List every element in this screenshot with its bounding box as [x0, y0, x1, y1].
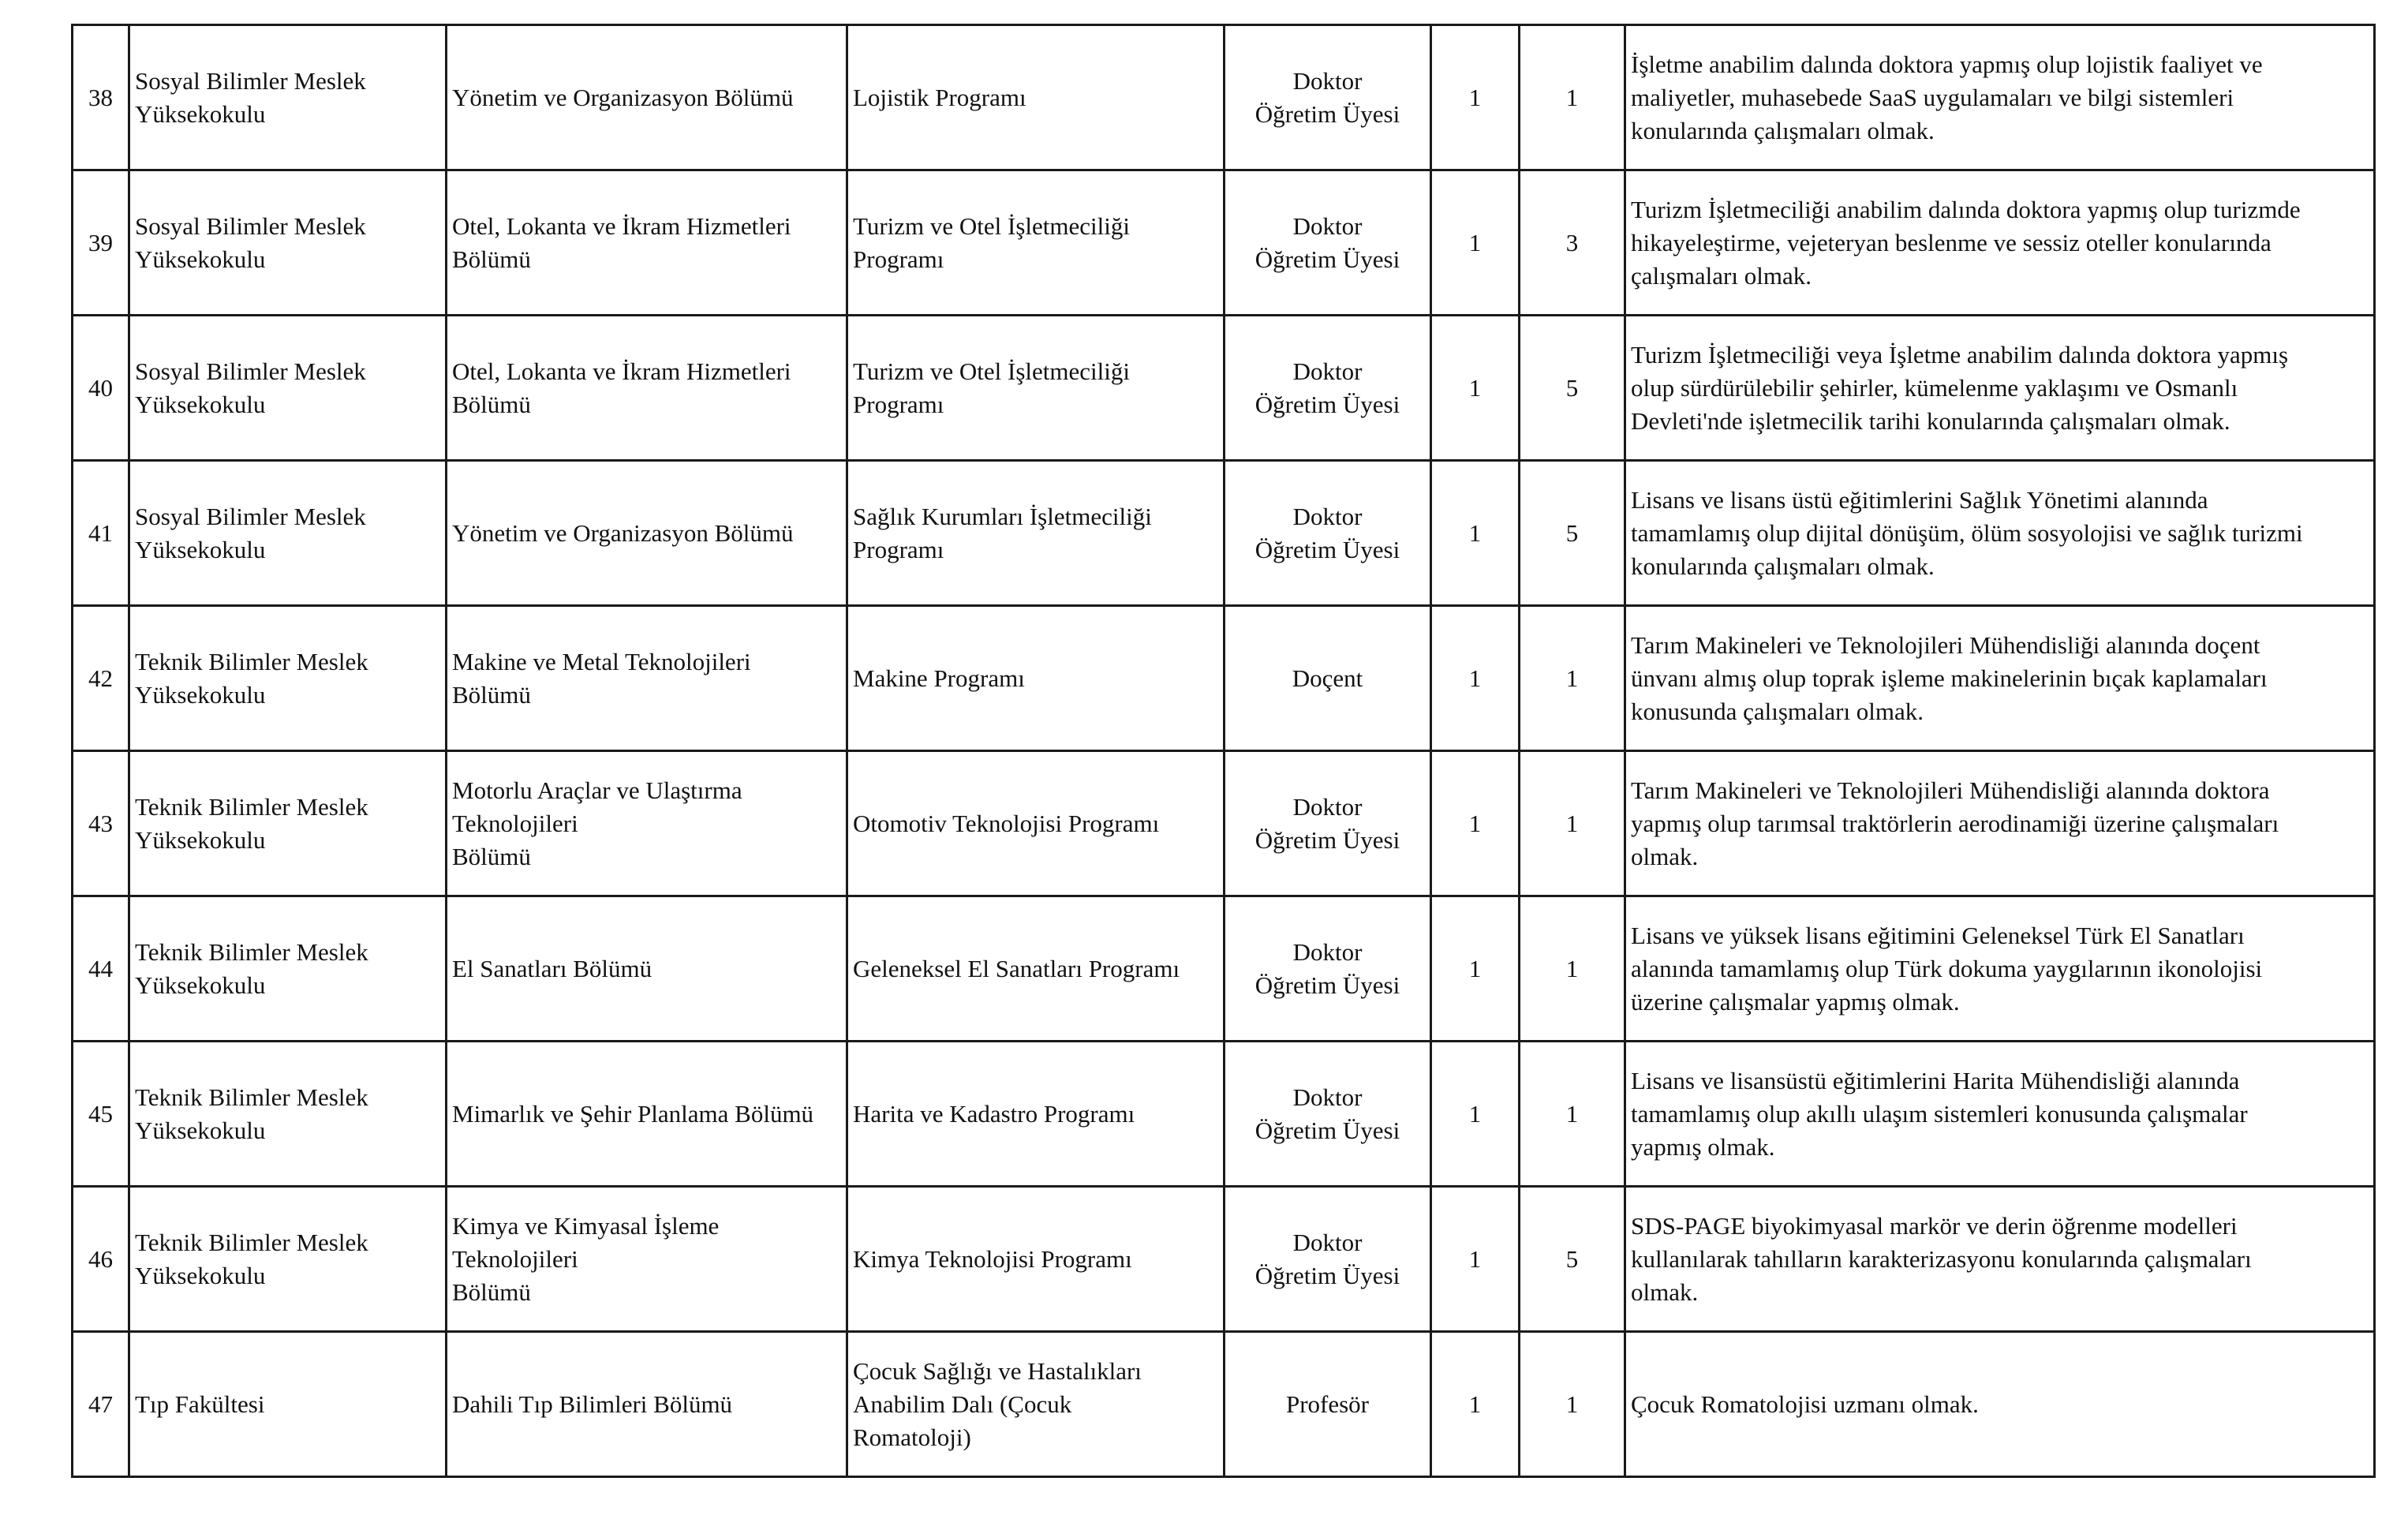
department-name-cell: [447, 1042, 847, 1187]
row-number: 43: [88, 809, 113, 837]
requirement-text-cell: [1625, 751, 2375, 896]
academic-title: Doktor Öğretim Üyesi: [1254, 357, 1400, 418]
department-name-cell: [447, 606, 847, 751]
faculty-name: Sosyal Bilimler Meslek Yüksekokulu: [135, 502, 366, 563]
requirement-text-cell: [1625, 170, 2375, 316]
program-name-cell: [847, 896, 1225, 1042]
row-number-cell: [73, 316, 129, 461]
academic-title-cell: [1225, 896, 1431, 1042]
faculty-name-cell: [129, 606, 447, 751]
requirement-text-cell: [1625, 896, 2375, 1042]
academic-title: Doktor Öğretim Üyesi: [1254, 937, 1400, 999]
row-number-cell: [73, 1332, 129, 1477]
department-name: Mimarlık ve Şehir Planlama Bölümü: [452, 1099, 814, 1128]
program-name-cell: [847, 25, 1225, 170]
row-number: 40: [88, 373, 113, 402]
position-degree: 5: [1565, 1244, 1579, 1273]
table-row: [73, 170, 2375, 316]
program-name: Harita ve Kadastro Programı: [853, 1099, 1135, 1128]
academic-title: Doktor Öğretim Üyesi: [1254, 211, 1400, 273]
faculty-name-cell: [129, 461, 447, 606]
requirement-text: Lisans ve yüksek lisans eğitimini Geleneksel Türk El Sanatları alanında tamamlamış olup Türk dokuma yaygılarının ikonolojisi üzerine çalışmalar yapmış olmak.: [1631, 921, 2263, 1016]
position-degree: 1: [1565, 83, 1579, 111]
position-count: 1: [1468, 518, 1482, 547]
requirement-text-cell: [1625, 1187, 2375, 1332]
academic-title: Doktor Öğretim Üyesi: [1254, 502, 1400, 563]
position-degree-cell: [1520, 316, 1625, 461]
requirement-text-cell: [1625, 1042, 2375, 1187]
department-name-cell: [447, 1332, 847, 1477]
requirement-text: Lisans ve lisansüstü eğitimlerini Harita Mühendisliği alanında tamamlamış olup akıllı ulaşım sistemleri konusunda çalışmalar yapmış olmak.: [1631, 1066, 2248, 1161]
faculty-name: Teknik Bilimler Meslek Yüksekokulu: [135, 1083, 368, 1144]
row-number: 38: [88, 83, 113, 111]
academic-title: Doktor Öğretim Üyesi: [1254, 66, 1400, 128]
document-page: [71, 24, 2376, 1478]
academic-title: Doktor Öğretim Üyesi: [1254, 792, 1400, 854]
department-name-cell: [447, 751, 847, 896]
academic-title-cell: [1225, 751, 1431, 896]
academic-title: Doktor Öğretim Üyesi: [1254, 1228, 1400, 1289]
program-name: Turizm ve Otel İşletmeciliği Programı: [853, 211, 1130, 273]
positions-table: [71, 24, 2376, 1478]
requirement-text: Turizm İşletmeciliği veya İşletme anabilim dalında doktora yapmış olup sürdürülebilir şehirler, kümelenme yaklaşımı ve Osmanlı Devleti'nde işletmecilik tarihi konularında çalışmaları olmak.: [1631, 340, 2289, 435]
row-number-cell: [73, 170, 129, 316]
faculty-name: Teknik Bilimler Meslek Yüksekokulu: [135, 647, 368, 709]
department-name-cell: [447, 896, 847, 1042]
department-name: Dahili Tıp Bilimleri Bölümü: [452, 1390, 733, 1418]
faculty-name-cell: [129, 1332, 447, 1477]
position-count: 1: [1468, 1099, 1482, 1128]
program-name-cell: [847, 316, 1225, 461]
position-count: 1: [1468, 954, 1482, 982]
position-degree: 1: [1565, 954, 1579, 982]
position-count: 1: [1468, 373, 1482, 402]
faculty-name: Sosyal Bilimler Meslek Yüksekokulu: [135, 357, 366, 418]
table-row: [73, 25, 2375, 170]
faculty-name-cell: [129, 751, 447, 896]
position-degree-cell: [1520, 1187, 1625, 1332]
faculty-name-cell: [129, 896, 447, 1042]
requirement-text: Tarım Makineleri ve Teknolojileri Mühendisliği alanında doktora yapmış olup tarımsal traktörlerin aerodinamiği üzerine çalışmaları olmak.: [1631, 776, 2279, 870]
table-row: [73, 896, 2375, 1042]
table-body: [73, 25, 2375, 1477]
department-name: Yönetim ve Organizasyon Bölümü: [452, 518, 794, 547]
academic-title-cell: [1225, 1042, 1431, 1187]
table-row: [73, 1332, 2375, 1477]
position-degree-cell: [1520, 170, 1625, 316]
row-number: 44: [88, 954, 113, 982]
table-row: [73, 751, 2375, 896]
faculty-name: Teknik Bilimler Meslek Yüksekokulu: [135, 1228, 368, 1289]
position-count-cell: [1431, 461, 1520, 606]
row-number: 46: [88, 1244, 113, 1273]
department-name: Makine ve Metal Teknolojileri Bölümü: [452, 647, 751, 709]
requirement-text: Tarım Makineleri ve Teknolojileri Mühendisliği alanında doçent ünvanı almış olup toprak işleme makinelerinin bıçak kaplamaları konusunda çalışmaları olmak.: [1631, 630, 2268, 725]
position-degree: 1: [1565, 1390, 1579, 1418]
program-name: Turizm ve Otel İşletmeciliği Programı: [853, 357, 1130, 418]
row-number-cell: [73, 1187, 129, 1332]
position-degree-cell: [1520, 606, 1625, 751]
requirement-text: Lisans ve lisans üstü eğitimlerini Sağlık Yönetimi alanında tamamlamış olup dijital dönüşüm, ölüm sosyolojisi ve sağlık turizmi konularında çalışmaları olmak.: [1631, 485, 2303, 580]
department-name: Otel, Lokanta ve İkram Hizmetleri Bölümü: [452, 357, 791, 418]
academic-title-cell: [1225, 1187, 1431, 1332]
position-degree-cell: [1520, 751, 1625, 896]
table-row: [73, 316, 2375, 461]
program-name: Otomotiv Teknolojisi Programı: [853, 809, 1160, 837]
program-name-cell: [847, 1042, 1225, 1187]
position-degree: 1: [1565, 809, 1579, 837]
academic-title-cell: [1225, 1332, 1431, 1477]
position-degree: 1: [1565, 1099, 1579, 1128]
program-name-cell: [847, 751, 1225, 896]
academic-title-cell: [1225, 316, 1431, 461]
program-name: Sağlık Kurumları İşletmeciliği Programı: [853, 502, 1152, 563]
position-degree-cell: [1520, 461, 1625, 606]
department-name: Otel, Lokanta ve İkram Hizmetleri Bölümü: [452, 211, 791, 273]
faculty-name-cell: [129, 1042, 447, 1187]
position-degree: 5: [1565, 373, 1579, 402]
academic-title: Profesör: [1285, 1390, 1370, 1418]
academic-title-cell: [1225, 606, 1431, 751]
department-name: Kimya ve Kimyasal İşleme Teknolojileri Bölümü: [452, 1211, 720, 1306]
program-name: Geleneksel El Sanatları Programı: [853, 954, 1180, 982]
position-count: 1: [1468, 1244, 1482, 1273]
position-count: 1: [1468, 664, 1482, 692]
position-degree-cell: [1520, 25, 1625, 170]
position-degree-cell: [1520, 1042, 1625, 1187]
position-count-cell: [1431, 316, 1520, 461]
row-number: 39: [88, 228, 113, 256]
requirement-text-cell: [1625, 1332, 2375, 1477]
requirement-text-cell: [1625, 25, 2375, 170]
position-count: 1: [1468, 228, 1482, 256]
row-number: 42: [88, 664, 113, 692]
row-number-cell: [73, 1042, 129, 1187]
requirement-text: Çocuk Romatolojisi uzmanı olmak.: [1631, 1390, 1979, 1418]
department-name: Yönetim ve Organizasyon Bölümü: [452, 83, 794, 111]
row-number: 45: [88, 1099, 113, 1128]
program-name: Kimya Teknolojisi Programı: [853, 1244, 1132, 1273]
position-count-cell: [1431, 1332, 1520, 1477]
program-name: Lojistik Programı: [853, 83, 1026, 111]
department-name-cell: [447, 1187, 847, 1332]
department-name-cell: [447, 461, 847, 606]
academic-title: Doçent: [1292, 664, 1363, 692]
position-count-cell: [1431, 1187, 1520, 1332]
position-degree: 5: [1565, 518, 1579, 547]
program-name: Çocuk Sağlığı ve Hastalıkları Anabilim Dalı (Çocuk Romatoloji): [853, 1356, 1142, 1451]
department-name: Motorlu Araçlar ve Ulaştırma Teknolojileri Bölümü: [452, 776, 742, 870]
table-row: [73, 461, 2375, 606]
position-degree: 1: [1565, 664, 1579, 692]
requirement-text: Turizm İşletmeciliği anabilim dalında doktora yapmış olup turizmde hikayeleştirme, vejeteryan beslenme ve sessiz oteller konularında çalışmaları olmak.: [1631, 195, 2301, 290]
department-name-cell: [447, 316, 847, 461]
program-name-cell: [847, 1187, 1225, 1332]
requirement-text: SDS-PAGE biyokimyasal markör ve derin öğrenme modelleri kullanılarak tahılların karakterizasyonu konularında çalışmaları olmak.: [1631, 1211, 2252, 1306]
program-name-cell: [847, 1332, 1225, 1477]
position-count: 1: [1468, 809, 1482, 837]
requirement-text-cell: [1625, 606, 2375, 751]
faculty-name-cell: [129, 1187, 447, 1332]
position-count-cell: [1431, 25, 1520, 170]
position-degree-cell: [1520, 1332, 1625, 1477]
faculty-name-cell: [129, 316, 447, 461]
row-number-cell: [73, 25, 129, 170]
academic-title-cell: [1225, 461, 1431, 606]
academic-title-cell: [1225, 25, 1431, 170]
program-name: Makine Programı: [853, 664, 1025, 692]
faculty-name: Teknik Bilimler Meslek Yüksekokulu: [135, 792, 368, 854]
department-name: El Sanatları Bölümü: [452, 954, 652, 982]
faculty-name: Sosyal Bilimler Meslek Yüksekokulu: [135, 66, 366, 128]
academic-title: Doktor Öğretim Üyesi: [1254, 1083, 1400, 1144]
row-number-cell: [73, 751, 129, 896]
department-name-cell: [447, 170, 847, 316]
row-number-cell: [73, 896, 129, 1042]
program-name-cell: [847, 170, 1225, 316]
position-degree-cell: [1520, 896, 1625, 1042]
faculty-name-cell: [129, 25, 447, 170]
faculty-name: Teknik Bilimler Meslek Yüksekokulu: [135, 937, 368, 999]
row-number-cell: [73, 461, 129, 606]
table-row: [73, 606, 2375, 751]
position-count-cell: [1431, 1042, 1520, 1187]
faculty-name-cell: [129, 170, 447, 316]
program-name-cell: [847, 606, 1225, 751]
position-count: 1: [1468, 83, 1482, 111]
requirement-text: İşletme anabilim dalında doktora yapmış olup lojistik faaliyet ve maliyetler, muhasebede SaaS uygulamaları ve bilgi sistemleri konularında çalışmaları olmak.: [1631, 50, 2263, 144]
row-number: 41: [88, 518, 113, 547]
row-number: 47: [88, 1390, 113, 1418]
academic-title-cell: [1225, 170, 1431, 316]
program-name-cell: [847, 461, 1225, 606]
position-count-cell: [1431, 751, 1520, 896]
faculty-name: Sosyal Bilimler Meslek Yüksekokulu: [135, 211, 366, 273]
department-name-cell: [447, 25, 847, 170]
table-row: [73, 1187, 2375, 1332]
requirement-text-cell: [1625, 461, 2375, 606]
position-count-cell: [1431, 896, 1520, 1042]
position-count: 1: [1468, 1390, 1482, 1418]
requirement-text-cell: [1625, 316, 2375, 461]
position-degree: 3: [1565, 228, 1579, 256]
position-count-cell: [1431, 170, 1520, 316]
faculty-name: Tıp Fakültesi: [135, 1390, 265, 1418]
row-number-cell: [73, 606, 129, 751]
position-count-cell: [1431, 606, 1520, 751]
table-row: [73, 1042, 2375, 1187]
